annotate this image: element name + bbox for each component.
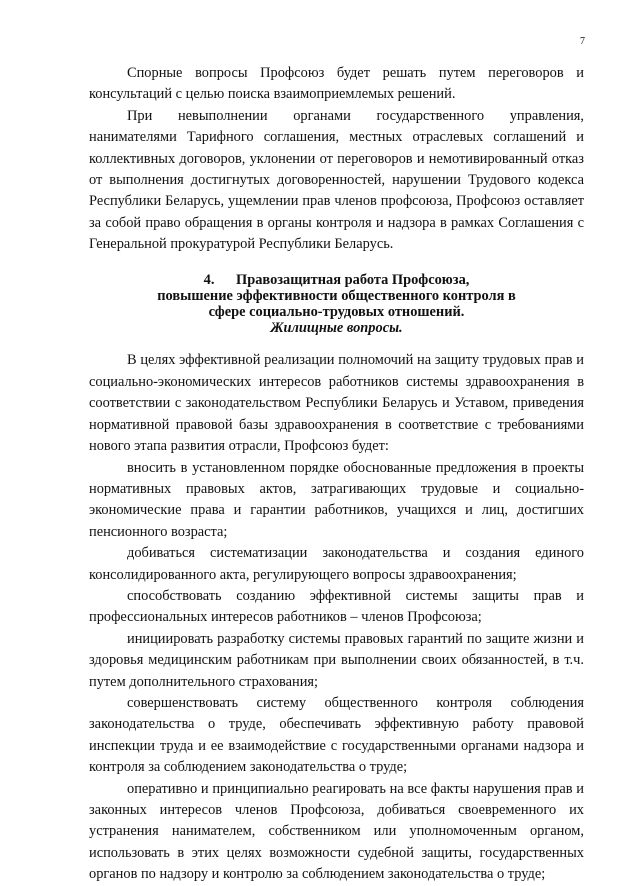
list-item-respond-violations: оперативно и принципиально реагировать на все факты нарушения прав и законных интересов членов Профсоюза, добиваться своевременного их устранения нанимателем, собственником или уполномоченным органом, использовать в этих целях возможности судебной защиты, государственных органов по надзору и контролю за соблюдением законодательства о труде; xyxy=(89,780,584,883)
list-item-proposals: вносить в установленном порядке обоснованные предложения в проекты нормативных правовых актов, затрагивающих трудовые и социально-экономические права и гарантии работников, учащихся и лиц, достигших пенсионного возраста; xyxy=(89,459,584,540)
section-heading xyxy=(89,272,584,337)
list-item-legal-guarantees: инициировать разработку системы правовых гарантий по защите жизни и здоровья медицинским работникам при выполнении своих обязанностей, в т.ч. путем дополнительного страхования; xyxy=(89,630,584,690)
list-item-protection-system: способствовать созданию эффективной системы защиты прав и профессиональных интересов работников – членов Профсоюза; xyxy=(89,587,584,626)
list-item-public-control: совершенствовать систему общественного контроля соблюдения законодательства о труде, обеспечивать эффективную работу правовой инспекции труда и ее взаимодействие с государственными органами надзора и контроля за соблюдением законодательства о труде; xyxy=(89,694,584,776)
section-heading-line-1: 4. Правозащитная работа Профсоюза, xyxy=(203,271,470,288)
section-heading-line-4: Жилищные вопросы. xyxy=(270,320,403,337)
section-heading-line-3: сфере социально-трудовых отношений. xyxy=(208,304,465,321)
paragraph-disputes: Спорные вопросы Профсоюз будет решать путем переговоров и консультаций с целью поиска взаимоприемлемых решений. xyxy=(89,65,584,103)
section-heading-line-2: повышение эффективности общественного контроля в xyxy=(157,287,516,304)
document-body xyxy=(89,63,584,886)
paragraph-non-fulfillment: При невыполнении органами государственного управления, нанимателями Тарифного соглашения, местных отраслевых соглашений и коллективных договоров, уклонении от переговоров и немотивированный отказ от выполнения достигнутых договоренностей, нарушении Трудового кодекса Республики Беларусь, ущемлении прав членов профсоюза, Профсоюз оставляет за собой право обращения в органы контроля и надзора в рамках Соглашения с Генеральной прокуратурой Республики Беларусь. xyxy=(89,107,584,253)
paragraph-intro: В целях эффективной реализации полномочий на защиту трудовых прав и социально-экономических интересов работников системы здравоохранения в соответствии с законодательством Республики Беларусь и Уставом, приведения нормативной правовой базы здравоохранения в соответствие с требованиями нового этапа развития отрасли, Профсоюз будет: xyxy=(89,352,584,455)
list-item-systematization: добиваться систематизации законодательства и создания единого консолидированного акта, регулирующего вопросы здравоохранения; xyxy=(89,545,584,583)
page-number: 7 xyxy=(580,36,585,47)
